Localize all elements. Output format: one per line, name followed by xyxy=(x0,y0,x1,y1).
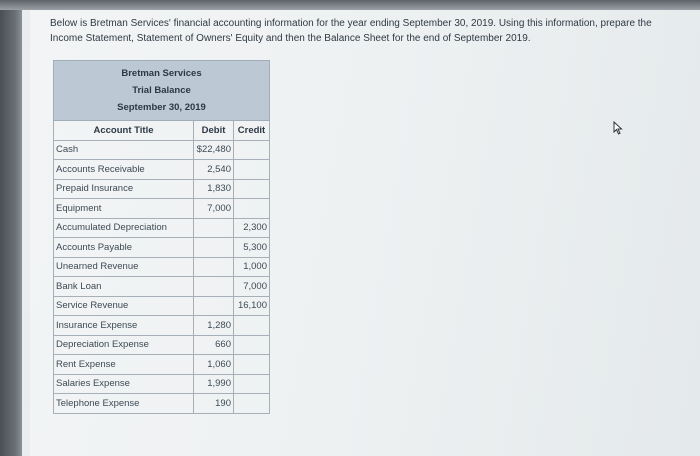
column-header-account: Account Title xyxy=(54,121,194,141)
table-row xyxy=(54,257,270,277)
statement-date: September 30, 2019 xyxy=(117,102,206,113)
debit-cell: 7,000 xyxy=(194,199,234,219)
credit-cell: 7,000 xyxy=(234,277,270,297)
trial-balance-body xyxy=(54,140,270,413)
column-header-debit: Debit xyxy=(194,121,234,141)
credit-cell: 5,300 xyxy=(234,238,270,258)
table-row xyxy=(54,335,270,355)
debit-cell: 660 xyxy=(194,335,234,355)
account-title-cell: Accumulated Depreciation xyxy=(54,218,194,238)
table-row xyxy=(54,394,270,414)
debit-cell xyxy=(194,257,234,277)
credit-cell: 16,100 xyxy=(234,296,270,316)
account-title-cell: Bank Loan xyxy=(54,277,194,297)
table-row xyxy=(54,374,270,394)
account-title-cell: Salaries Expense xyxy=(54,374,194,394)
statement-title: Trial Balance xyxy=(132,85,191,96)
column-header-credit: Credit xyxy=(234,121,270,141)
credit-cell xyxy=(234,355,270,375)
debit-cell xyxy=(194,218,234,238)
account-title-cell: Prepaid Insurance xyxy=(54,179,194,199)
trial-balance-header xyxy=(54,61,270,121)
account-title-cell: Accounts Payable xyxy=(54,238,194,258)
credit-cell xyxy=(234,199,270,219)
account-title-cell: Accounts Receivable xyxy=(54,160,194,180)
credit-cell xyxy=(234,374,270,394)
table-row xyxy=(54,218,270,238)
debit-cell xyxy=(194,238,234,258)
table-row xyxy=(54,355,270,375)
column-header-row xyxy=(54,121,270,141)
table-row xyxy=(54,140,270,160)
credit-cell xyxy=(234,316,270,336)
credit-cell: 2,300 xyxy=(234,218,270,238)
table-row xyxy=(54,277,270,297)
debit-cell xyxy=(194,277,234,297)
debit-cell: 1,990 xyxy=(194,374,234,394)
account-title-cell: Unearned Revenue xyxy=(54,257,194,277)
instructions-text: Below is Bretman Services' financial accounting information for the year ending September 30, 2019. Using this information, prepare the Income Statement, Statement of Owners' Equity and then the Balance Sheet for the end of September 2019. xyxy=(50,18,652,44)
table-row xyxy=(54,179,270,199)
credit-cell xyxy=(234,140,270,160)
table-row xyxy=(54,160,270,180)
debit-cell: $22,480 xyxy=(194,140,234,160)
debit-cell xyxy=(194,296,234,316)
credit-cell: 1,000 xyxy=(234,257,270,277)
debit-cell: 190 xyxy=(194,394,234,414)
credit-cell xyxy=(234,394,270,414)
left-bezel xyxy=(0,0,22,456)
table-row xyxy=(54,296,270,316)
credit-cell xyxy=(234,179,270,199)
debit-cell: 1,830 xyxy=(194,179,234,199)
account-title-cell: Depreciation Expense xyxy=(54,335,194,355)
debit-cell: 2,540 xyxy=(194,160,234,180)
account-title-cell: Rent Expense xyxy=(54,355,194,375)
account-title-cell: Service Revenue xyxy=(54,296,194,316)
account-title-cell: Equipment xyxy=(54,199,194,219)
account-title-cell: Telephone Expense xyxy=(54,394,194,414)
account-title-cell: Insurance Expense xyxy=(54,316,194,336)
top-bezel xyxy=(0,0,700,10)
debit-cell: 1,280 xyxy=(194,316,234,336)
account-title-cell: Cash xyxy=(54,140,194,160)
trial-balance-table xyxy=(53,60,270,414)
credit-cell xyxy=(234,335,270,355)
credit-cell xyxy=(234,160,270,180)
table-row xyxy=(54,316,270,336)
company-name: Bretman Services xyxy=(121,68,202,79)
mouse-pointer-icon xyxy=(613,121,625,135)
debit-cell: 1,060 xyxy=(194,355,234,375)
table-row xyxy=(54,238,270,258)
table-row xyxy=(54,199,270,219)
